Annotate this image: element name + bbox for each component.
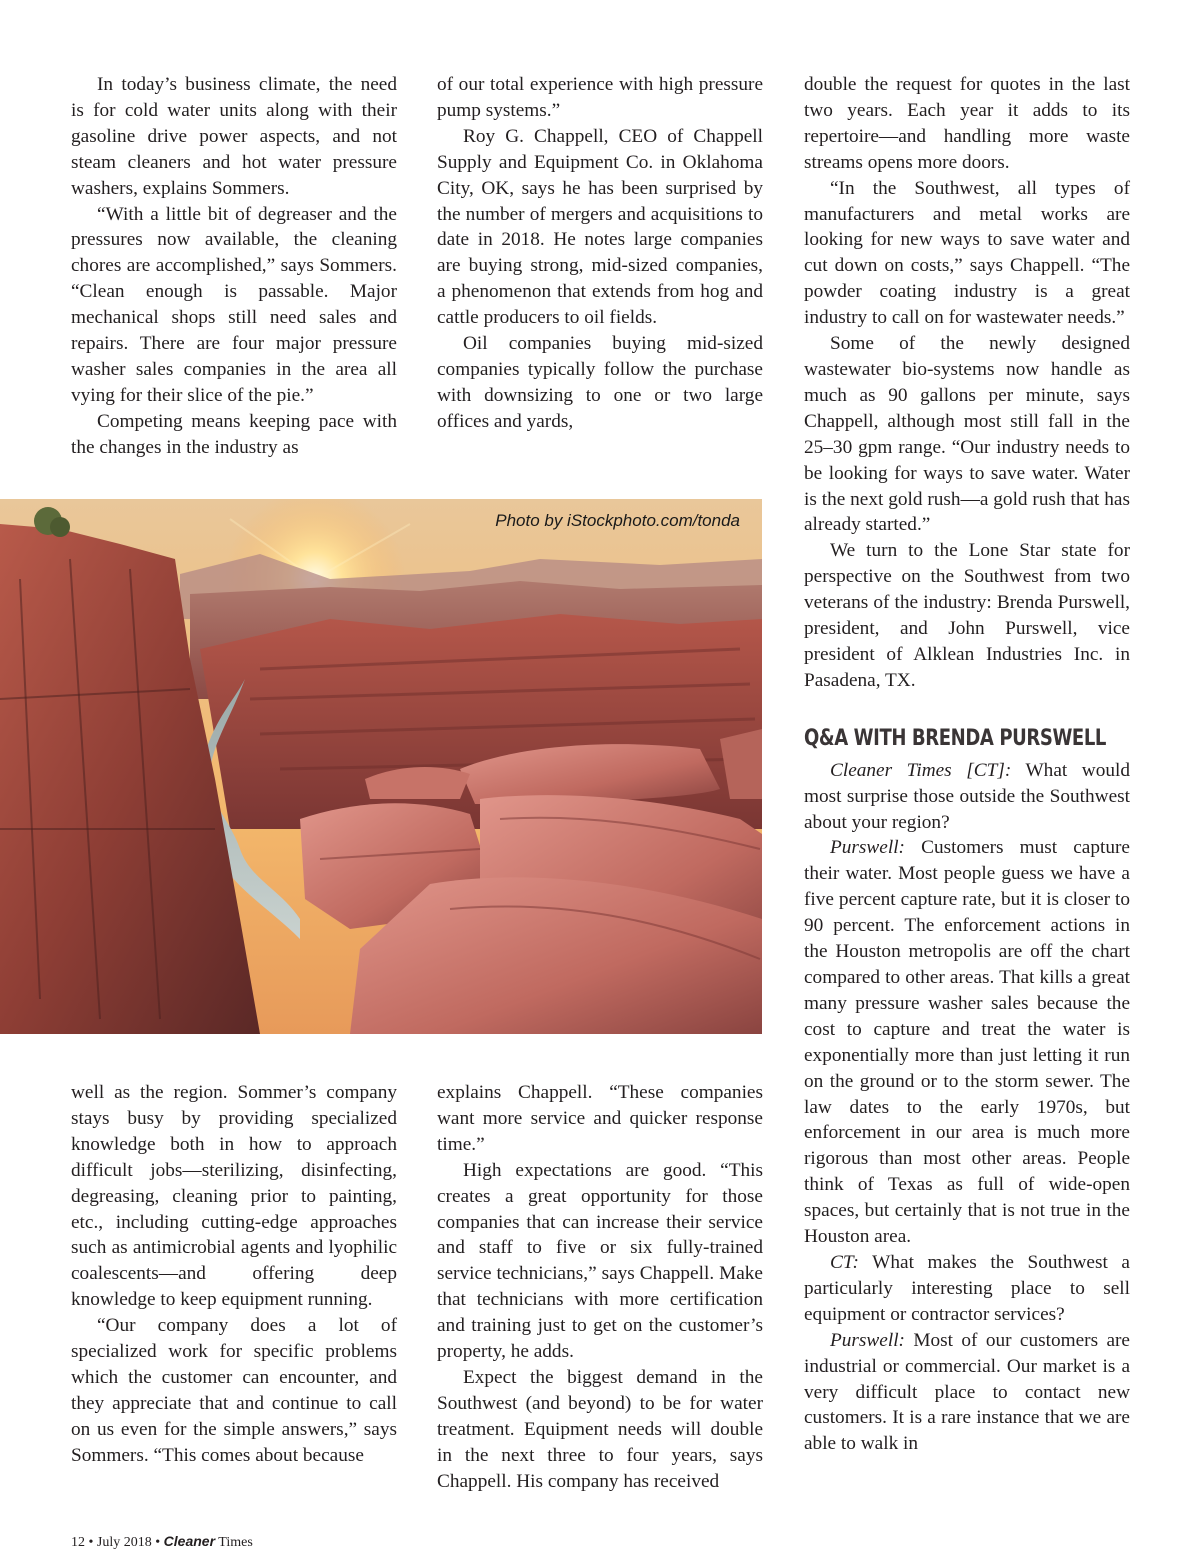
qa-text: What makes the Southwest a particularly interesting place to sell equipment or contractor services? xyxy=(804,1251,1130,1325)
paragraph: We turn to the Lone Star state for perspective on the Southwest from two veterans of the industry: Brenda Purswell, president, and John Purswell, vice president of Alklean Industries Inc. in Pasadena, TX. xyxy=(804,540,1130,691)
column-2-bottom xyxy=(437,1080,763,1495)
canyon-photo xyxy=(0,499,762,1034)
page-footer xyxy=(71,1533,253,1551)
column-3 xyxy=(804,72,1130,1457)
qa-paragraph xyxy=(804,1328,1130,1458)
qa-text: Customers must capture their water. Most people guess we have a five percent capture rate, but it is closer to 90 percent. The enforcement actions in the Houston metropolis are off the chart compared to other areas. That kills a great many pressure washer sales because the cost to capture and treat the water is exponentially more than just letting it run on the ground or to the storm sewer. The law dates to the early 1970s, but enforcement in our area is much more rigorous than most other areas. People think of Texas as full of wide-open spaces, but certainly that is not true in the Houston area. xyxy=(804,837,1130,1248)
column-1-bottom xyxy=(71,1080,397,1469)
paragraph: Oil companies buying mid-sized companies typically follow the purchase with downsizing to one or two large offices and yards, xyxy=(437,333,763,432)
column-2-top xyxy=(437,72,763,435)
footer-separator: • xyxy=(85,1535,97,1550)
qa-text: What would most surprise those outside the Southwest about your region? xyxy=(804,759,1130,833)
paragraph: well as the region. Sommer’s company stays busy by providing specialized knowledge both in how to approach difficult jobs—sterilizing, disinfecting, degreasing, cleaning prior to painting, etc., including cutting-edge approaches such as antimicrobial agents and lyophilic coalescents—and offering deep knowledge to keep equipment running. xyxy=(71,1082,397,1311)
magazine-brand-rest: Times xyxy=(215,1535,253,1550)
qa-paragraph xyxy=(804,1250,1130,1328)
section-heading: Q&A WITH BRENDA PURSWELL xyxy=(804,725,1107,751)
qa-speaker: Cleaner Times [CT]: xyxy=(830,759,1012,781)
paragraph: Expect the biggest demand in the Southwest (and beyond) to be for water treatment. Equipment needs will double in the next three to four years, says Chappell. His company has received xyxy=(437,1366,763,1492)
paragraph: Roy G. Chappell, CEO of Chappell Supply and Equipment Co. in Oklahoma City, OK, says he has been surprised by the number of mergers and acquisitions to date in 2018. He notes large companies are buying strong, mid-sized companies, a phenomenon that extends from hog and cattle producers to oil fields. xyxy=(437,125,763,329)
issue-date: July 2018 xyxy=(96,1535,152,1550)
paragraph: “Our company does a lot of specialized work for specific problems which the customer can encounter, and they appreciate that and continue to call on us even for the simple answers,” says Sommers. “This comes about because xyxy=(71,1315,397,1466)
footer-separator: • xyxy=(151,1535,164,1550)
qa-speaker: Purswell: xyxy=(830,837,905,859)
canyon-illustration xyxy=(0,499,762,1034)
paragraph: Competing means keeping pace with the changes in the industry as xyxy=(71,410,397,458)
paragraph: In today’s business climate, the need is for cold water units along with their gasoline drive power aspects, and not steam cleaners and hot water pressure washers, explains Sommers. xyxy=(71,74,397,199)
paragraph: Some of the newly designed wastewater bio-systems now handle as much as 90 gallons per minute, says Chappell, although most still fall in the 25–30 gpm range. “Our industry needs to be looking for ways to save water. Water is the next gold rush—a gold rush that has already started.” xyxy=(804,333,1130,536)
page-number: 12 xyxy=(71,1535,85,1550)
paragraph: High expectations are good. “This creates a great opportunity for those companies that can increase their service and staff to five or six fully-trained service technicians,” says Chappell. Make that technicians with more certification and training just to get on the customer’s property, he adds. xyxy=(437,1159,763,1363)
paragraph: of our total experience with high pressure pump systems.” xyxy=(437,74,763,121)
paragraph: “With a little bit of degreaser and the pressures now available, the cleaning chores are accomplished,” says Sommers. “Clean enough is passable. Major mechanical shops still need sales and repairs. There are four major pressure washer sales companies in the area all vying for their slice of the pie.” xyxy=(71,203,397,406)
paragraph: double the request for quotes in the last two years. Each year it adds to its repertoire—and handling more waste streams opens more doors. xyxy=(804,74,1130,173)
qa-speaker: CT: xyxy=(830,1251,859,1273)
qa-text: Most of our customers are industrial or commercial. Our market is a very difficult place to contact new customers. It is a rare instance that we are able to walk in xyxy=(804,1329,1130,1455)
qa-speaker: Purswell: xyxy=(830,1329,905,1351)
photo-credit: Photo by iStockphoto.com/tonda xyxy=(495,511,740,530)
magazine-brand: Cleaner xyxy=(163,1533,216,1549)
paragraph: explains Chappell. “These companies want more service and quicker response time.” xyxy=(437,1082,763,1155)
qa-paragraph xyxy=(804,758,1130,836)
paragraph: “In the Southwest, all types of manufacturers and metal works are looking for new ways to save water and cut down on costs,” says Chappell. “The powder coating industry is a great industry to call on for wastewater needs.” xyxy=(804,177,1130,329)
column-1-top xyxy=(71,72,397,461)
qa-paragraph xyxy=(804,835,1130,1250)
